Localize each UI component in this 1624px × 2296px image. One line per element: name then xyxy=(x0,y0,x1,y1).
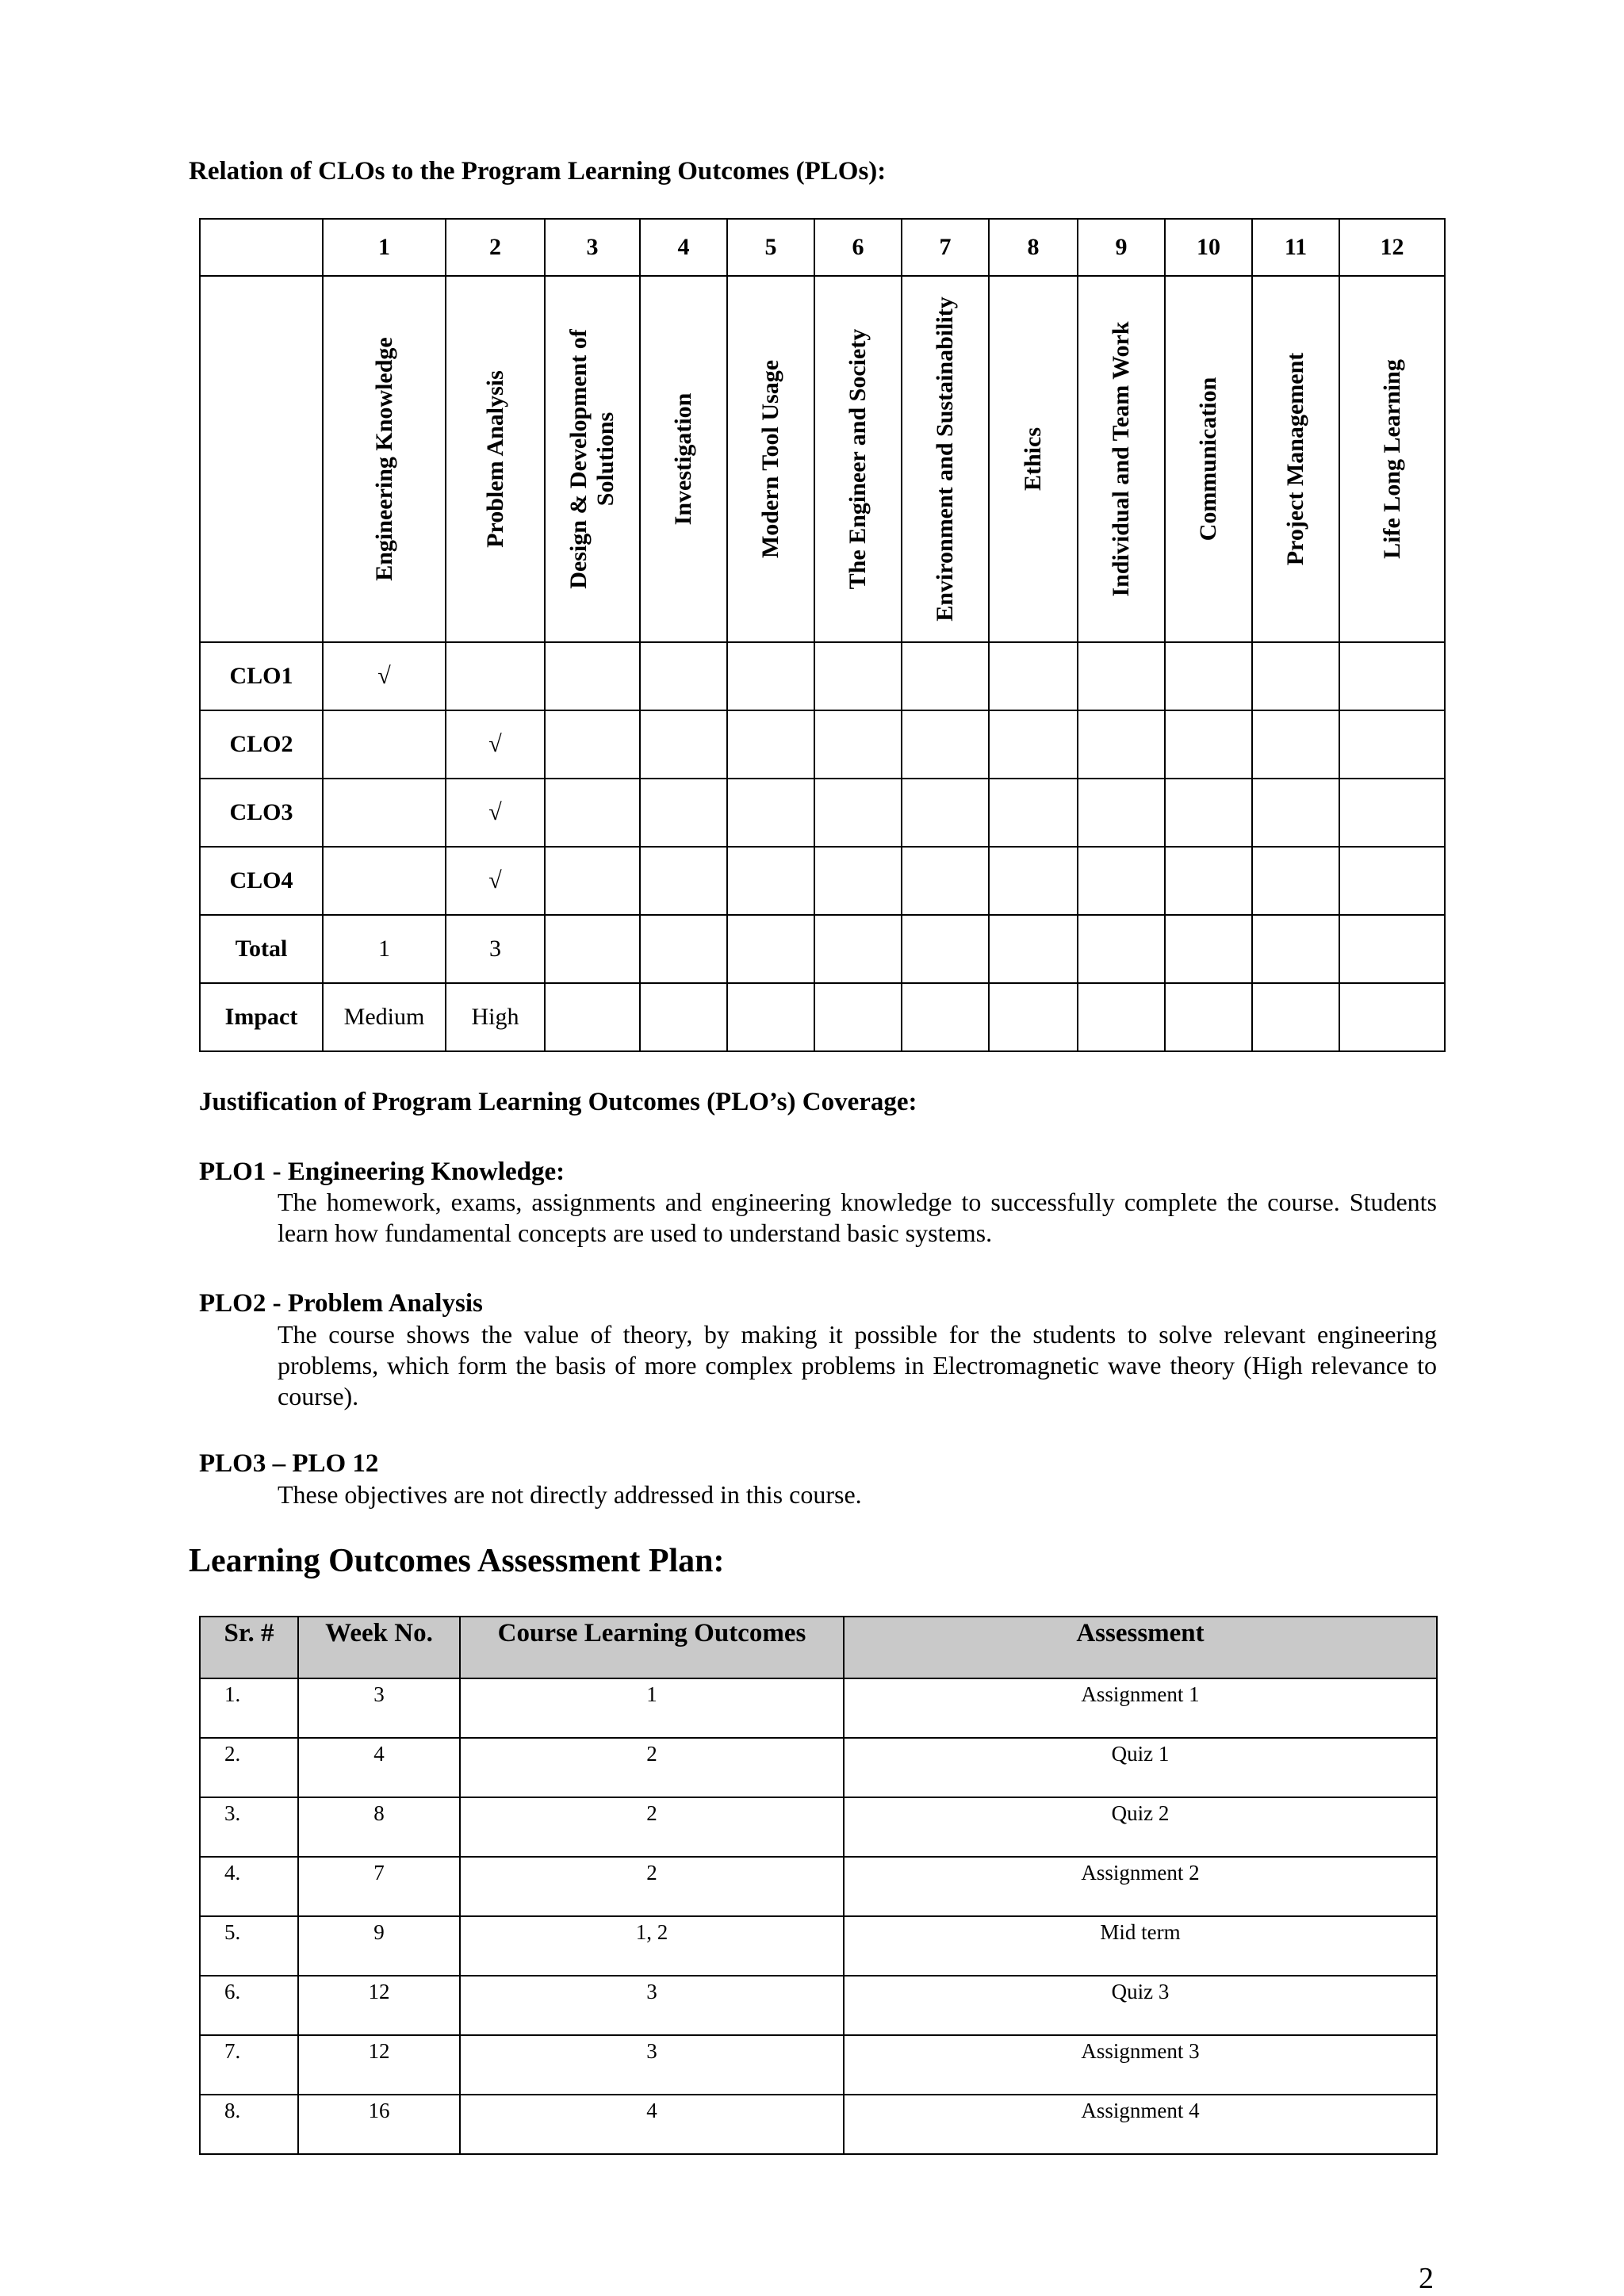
mapping-cell xyxy=(989,779,1078,847)
plo-name-cell xyxy=(545,276,640,642)
clo-row xyxy=(200,915,1445,983)
mapping-cell xyxy=(814,710,902,779)
mapping-cell xyxy=(545,710,640,779)
mapping-cell xyxy=(640,779,727,847)
mapping-cell xyxy=(727,915,814,983)
header-assessment: Assessment xyxy=(844,1617,1437,1678)
page-number: 2 xyxy=(1419,2262,1434,2295)
mapping-cell xyxy=(1165,710,1252,779)
mapping-cell xyxy=(902,642,989,710)
mapping-cell xyxy=(902,983,989,1051)
sr-cell: 8. xyxy=(200,2095,298,2154)
clo-cell: 2 xyxy=(460,1797,844,1857)
mapping-cell: 1 xyxy=(323,915,446,983)
mapping-cell xyxy=(640,710,727,779)
mapping-cell xyxy=(323,710,446,779)
mapping-cell xyxy=(545,915,640,983)
clo-row xyxy=(200,710,1445,779)
plo1-title: PLO1 - Engineering Knowledge: xyxy=(199,1158,565,1186)
week-cell: 8 xyxy=(298,1797,460,1857)
mapping-cell xyxy=(727,710,814,779)
sr-cell: 1. xyxy=(200,1678,298,1738)
plo-name-cell xyxy=(323,276,446,642)
sr-cell: 6. xyxy=(200,1976,298,2035)
row-label: CLO2 xyxy=(200,710,323,779)
assessment-row xyxy=(200,2095,1437,2154)
plo2-text: The course shows the value of theory, by making it possible for the students to solve relevant engineering problems, which form the basis of more complex problems in Electromagnetic wave theory (High relevance to course). xyxy=(278,1320,1437,1410)
mapping-cell xyxy=(1078,847,1165,915)
plo-name-cell xyxy=(640,276,727,642)
plo-name-label: Design & Development of Solutions xyxy=(565,329,619,589)
header-sr: Sr. # xyxy=(200,1617,298,1678)
clo-cell: 4 xyxy=(460,2095,844,2154)
mapping-cell xyxy=(1165,983,1252,1051)
assessment-header-row xyxy=(200,1617,1437,1678)
clo-cell: 1 xyxy=(460,1678,844,1738)
mapping-cell xyxy=(545,642,640,710)
mapping-cell xyxy=(1078,779,1165,847)
mapping-cell xyxy=(323,847,446,915)
clo-row xyxy=(200,983,1445,1051)
plo-name-row xyxy=(200,276,1445,642)
assessment-plan-table xyxy=(199,1616,1438,2155)
clo-cell: 3 xyxy=(460,1976,844,2035)
mapping-cell xyxy=(727,847,814,915)
week-cell: 7 xyxy=(298,1857,460,1916)
plo-name-label: The Engineer and Society xyxy=(845,328,871,590)
plo2-title: PLO2 - Problem Analysis xyxy=(199,1289,483,1318)
mapping-cell xyxy=(902,779,989,847)
row-label: Total xyxy=(200,915,323,983)
assessment-row xyxy=(200,2035,1437,2095)
plo-number-cell: 3 xyxy=(545,219,640,276)
plo-number-cell: 4 xyxy=(640,219,727,276)
mapping-cell xyxy=(989,983,1078,1051)
plo-number-cell: 7 xyxy=(902,219,989,276)
mapping-cell xyxy=(545,779,640,847)
mapping-cell: √ xyxy=(446,779,545,847)
mapping-cell xyxy=(814,847,902,915)
plo-name-cell xyxy=(1339,276,1445,642)
mapping-cell xyxy=(814,779,902,847)
assessment-cell: Mid term xyxy=(844,1916,1437,1976)
week-cell: 12 xyxy=(298,2035,460,2095)
sr-cell: 4. xyxy=(200,1857,298,1916)
mapping-cell xyxy=(1339,710,1445,779)
week-cell: 16 xyxy=(298,2095,460,2154)
mapping-cell xyxy=(1252,779,1339,847)
mapping-cell xyxy=(1252,710,1339,779)
plo-number-cell: 9 xyxy=(1078,219,1165,276)
plo-name-cell xyxy=(902,276,989,642)
sr-cell: 5. xyxy=(200,1916,298,1976)
plo-name-label: Environment and Sustainability xyxy=(932,297,958,622)
mapping-cell xyxy=(1339,983,1445,1051)
corner-cell xyxy=(200,219,323,276)
mapping-cell xyxy=(727,779,814,847)
corner-cell xyxy=(200,276,323,642)
mapping-cell xyxy=(640,983,727,1051)
plo-number-cell: 10 xyxy=(1165,219,1252,276)
assessment-heading: Learning Outcomes Assessment Plan: xyxy=(189,1543,725,1579)
plo-number-cell: 12 xyxy=(1339,219,1445,276)
plo-number-cell: 1 xyxy=(323,219,446,276)
assessment-row xyxy=(200,1738,1437,1797)
assessment-row xyxy=(200,1797,1437,1857)
mapping-cell xyxy=(902,710,989,779)
plo-name-label: Life Long Learning xyxy=(1378,359,1405,559)
relation-heading: Relation of CLOs to the Program Learning Outcomes (PLOs): xyxy=(189,157,887,186)
mapping-cell xyxy=(640,915,727,983)
mapping-cell xyxy=(323,779,446,847)
week-cell: 4 xyxy=(298,1738,460,1797)
mapping-cell: Medium xyxy=(323,983,446,1051)
mapping-cell xyxy=(1165,847,1252,915)
plo-name-label: Engineering Knowledge xyxy=(370,337,397,581)
plo-name-label: Project Management xyxy=(1282,352,1308,566)
mapping-cell xyxy=(814,915,902,983)
assessment-row xyxy=(200,1857,1437,1916)
sr-cell: 7. xyxy=(200,2035,298,2095)
mapping-cell xyxy=(640,847,727,915)
plo-number-cell: 2 xyxy=(446,219,545,276)
mapping-cell: High xyxy=(446,983,545,1051)
assessment-cell: Assignment 3 xyxy=(844,2035,1437,2095)
mapping-cell xyxy=(1078,642,1165,710)
mapping-cell: √ xyxy=(446,847,545,915)
mapping-cell xyxy=(1339,847,1445,915)
mapping-cell xyxy=(989,642,1078,710)
mapping-cell xyxy=(727,983,814,1051)
sr-cell: 3. xyxy=(200,1797,298,1857)
clo-plo-table xyxy=(199,218,1446,1052)
assessment-cell: Quiz 1 xyxy=(844,1738,1437,1797)
mapping-cell xyxy=(727,642,814,710)
plo-name-cell xyxy=(727,276,814,642)
assessment-cell: Assignment 2 xyxy=(844,1857,1437,1916)
mapping-cell xyxy=(1252,847,1339,915)
plo-name-cell xyxy=(814,276,902,642)
assessment-row xyxy=(200,1976,1437,2035)
week-cell: 3 xyxy=(298,1678,460,1738)
assessment-cell: Assignment 4 xyxy=(844,2095,1437,2154)
mapping-cell xyxy=(446,642,545,710)
mapping-cell xyxy=(902,915,989,983)
plo-name-label: Investigation xyxy=(670,392,696,526)
row-label: CLO4 xyxy=(200,847,323,915)
mapping-cell xyxy=(1165,915,1252,983)
assessment-cell: Quiz 2 xyxy=(844,1797,1437,1857)
sr-cell: 2. xyxy=(200,1738,298,1797)
mapping-cell xyxy=(1078,983,1165,1051)
mapping-cell xyxy=(1339,642,1445,710)
plo-name-cell xyxy=(989,276,1078,642)
mapping-cell: √ xyxy=(446,710,545,779)
plo-name-label: Communication xyxy=(1195,377,1221,541)
plo-name-cell xyxy=(446,276,545,642)
mapping-cell xyxy=(989,847,1078,915)
plo-name-label: Ethics xyxy=(1020,427,1046,492)
plo-number-cell: 11 xyxy=(1252,219,1339,276)
mapping-cell xyxy=(545,847,640,915)
plo-number-cell: 5 xyxy=(727,219,814,276)
mapping-cell xyxy=(545,983,640,1051)
mapping-cell xyxy=(989,915,1078,983)
plo1-text: The homework, exams, assignments and engineering knowledge to successfully complete the course. Students learn how fundamental concepts are used to understand basic systems. xyxy=(278,1188,1437,1247)
mapping-cell xyxy=(814,983,902,1051)
mapping-cell xyxy=(902,847,989,915)
mapping-cell xyxy=(1252,915,1339,983)
mapping-cell xyxy=(1165,779,1252,847)
row-label: CLO1 xyxy=(200,642,323,710)
plo-name-cell xyxy=(1165,276,1252,642)
plo-name-label: Individual and Team Work xyxy=(1108,321,1134,597)
mapping-cell xyxy=(1252,983,1339,1051)
assessment-row xyxy=(200,1678,1437,1738)
plo-number-cell: 6 xyxy=(814,219,902,276)
plo-number-cell: 8 xyxy=(989,219,1078,276)
mapping-cell xyxy=(1078,915,1165,983)
plo-name-label: Modern Tool Usage xyxy=(757,359,783,559)
assessment-cell: Assignment 1 xyxy=(844,1678,1437,1738)
justification-heading: Justification of Program Learning Outcomes (PLO’s) Coverage: xyxy=(199,1088,917,1116)
plo-name-cell xyxy=(1078,276,1165,642)
clo-cell: 1, 2 xyxy=(460,1916,844,1976)
week-cell: 12 xyxy=(298,1976,460,2035)
mapping-cell xyxy=(1339,779,1445,847)
mapping-cell xyxy=(989,710,1078,779)
clo-row xyxy=(200,642,1445,710)
week-cell: 9 xyxy=(298,1916,460,1976)
mapping-cell: 3 xyxy=(446,915,545,983)
clo-row xyxy=(200,847,1445,915)
row-label: CLO3 xyxy=(200,779,323,847)
mapping-cell xyxy=(1165,642,1252,710)
assessment-cell: Quiz 3 xyxy=(844,1976,1437,2035)
plo-name-cell xyxy=(1252,276,1339,642)
clo-cell: 2 xyxy=(460,1738,844,1797)
header-clo: Course Learning Outcomes xyxy=(460,1617,844,1678)
clo-row xyxy=(200,779,1445,847)
mapping-cell xyxy=(1078,710,1165,779)
clo-cell: 2 xyxy=(460,1857,844,1916)
clo-cell: 3 xyxy=(460,2035,844,2095)
plo-name-label: Problem Analysis xyxy=(481,370,508,548)
mapping-cell: √ xyxy=(323,642,446,710)
row-label: Impact xyxy=(200,983,323,1051)
plo3-12-text: These objectives are not directly addressed in this course. xyxy=(278,1480,862,1509)
header-week: Week No. xyxy=(298,1617,460,1678)
plo3-12-title: PLO3 – PLO 12 xyxy=(199,1449,379,1478)
mapping-cell xyxy=(1252,642,1339,710)
mapping-cell xyxy=(1339,915,1445,983)
mapping-cell xyxy=(640,642,727,710)
assessment-row xyxy=(200,1916,1437,1976)
plo-number-row xyxy=(200,219,1445,276)
mapping-cell xyxy=(814,642,902,710)
